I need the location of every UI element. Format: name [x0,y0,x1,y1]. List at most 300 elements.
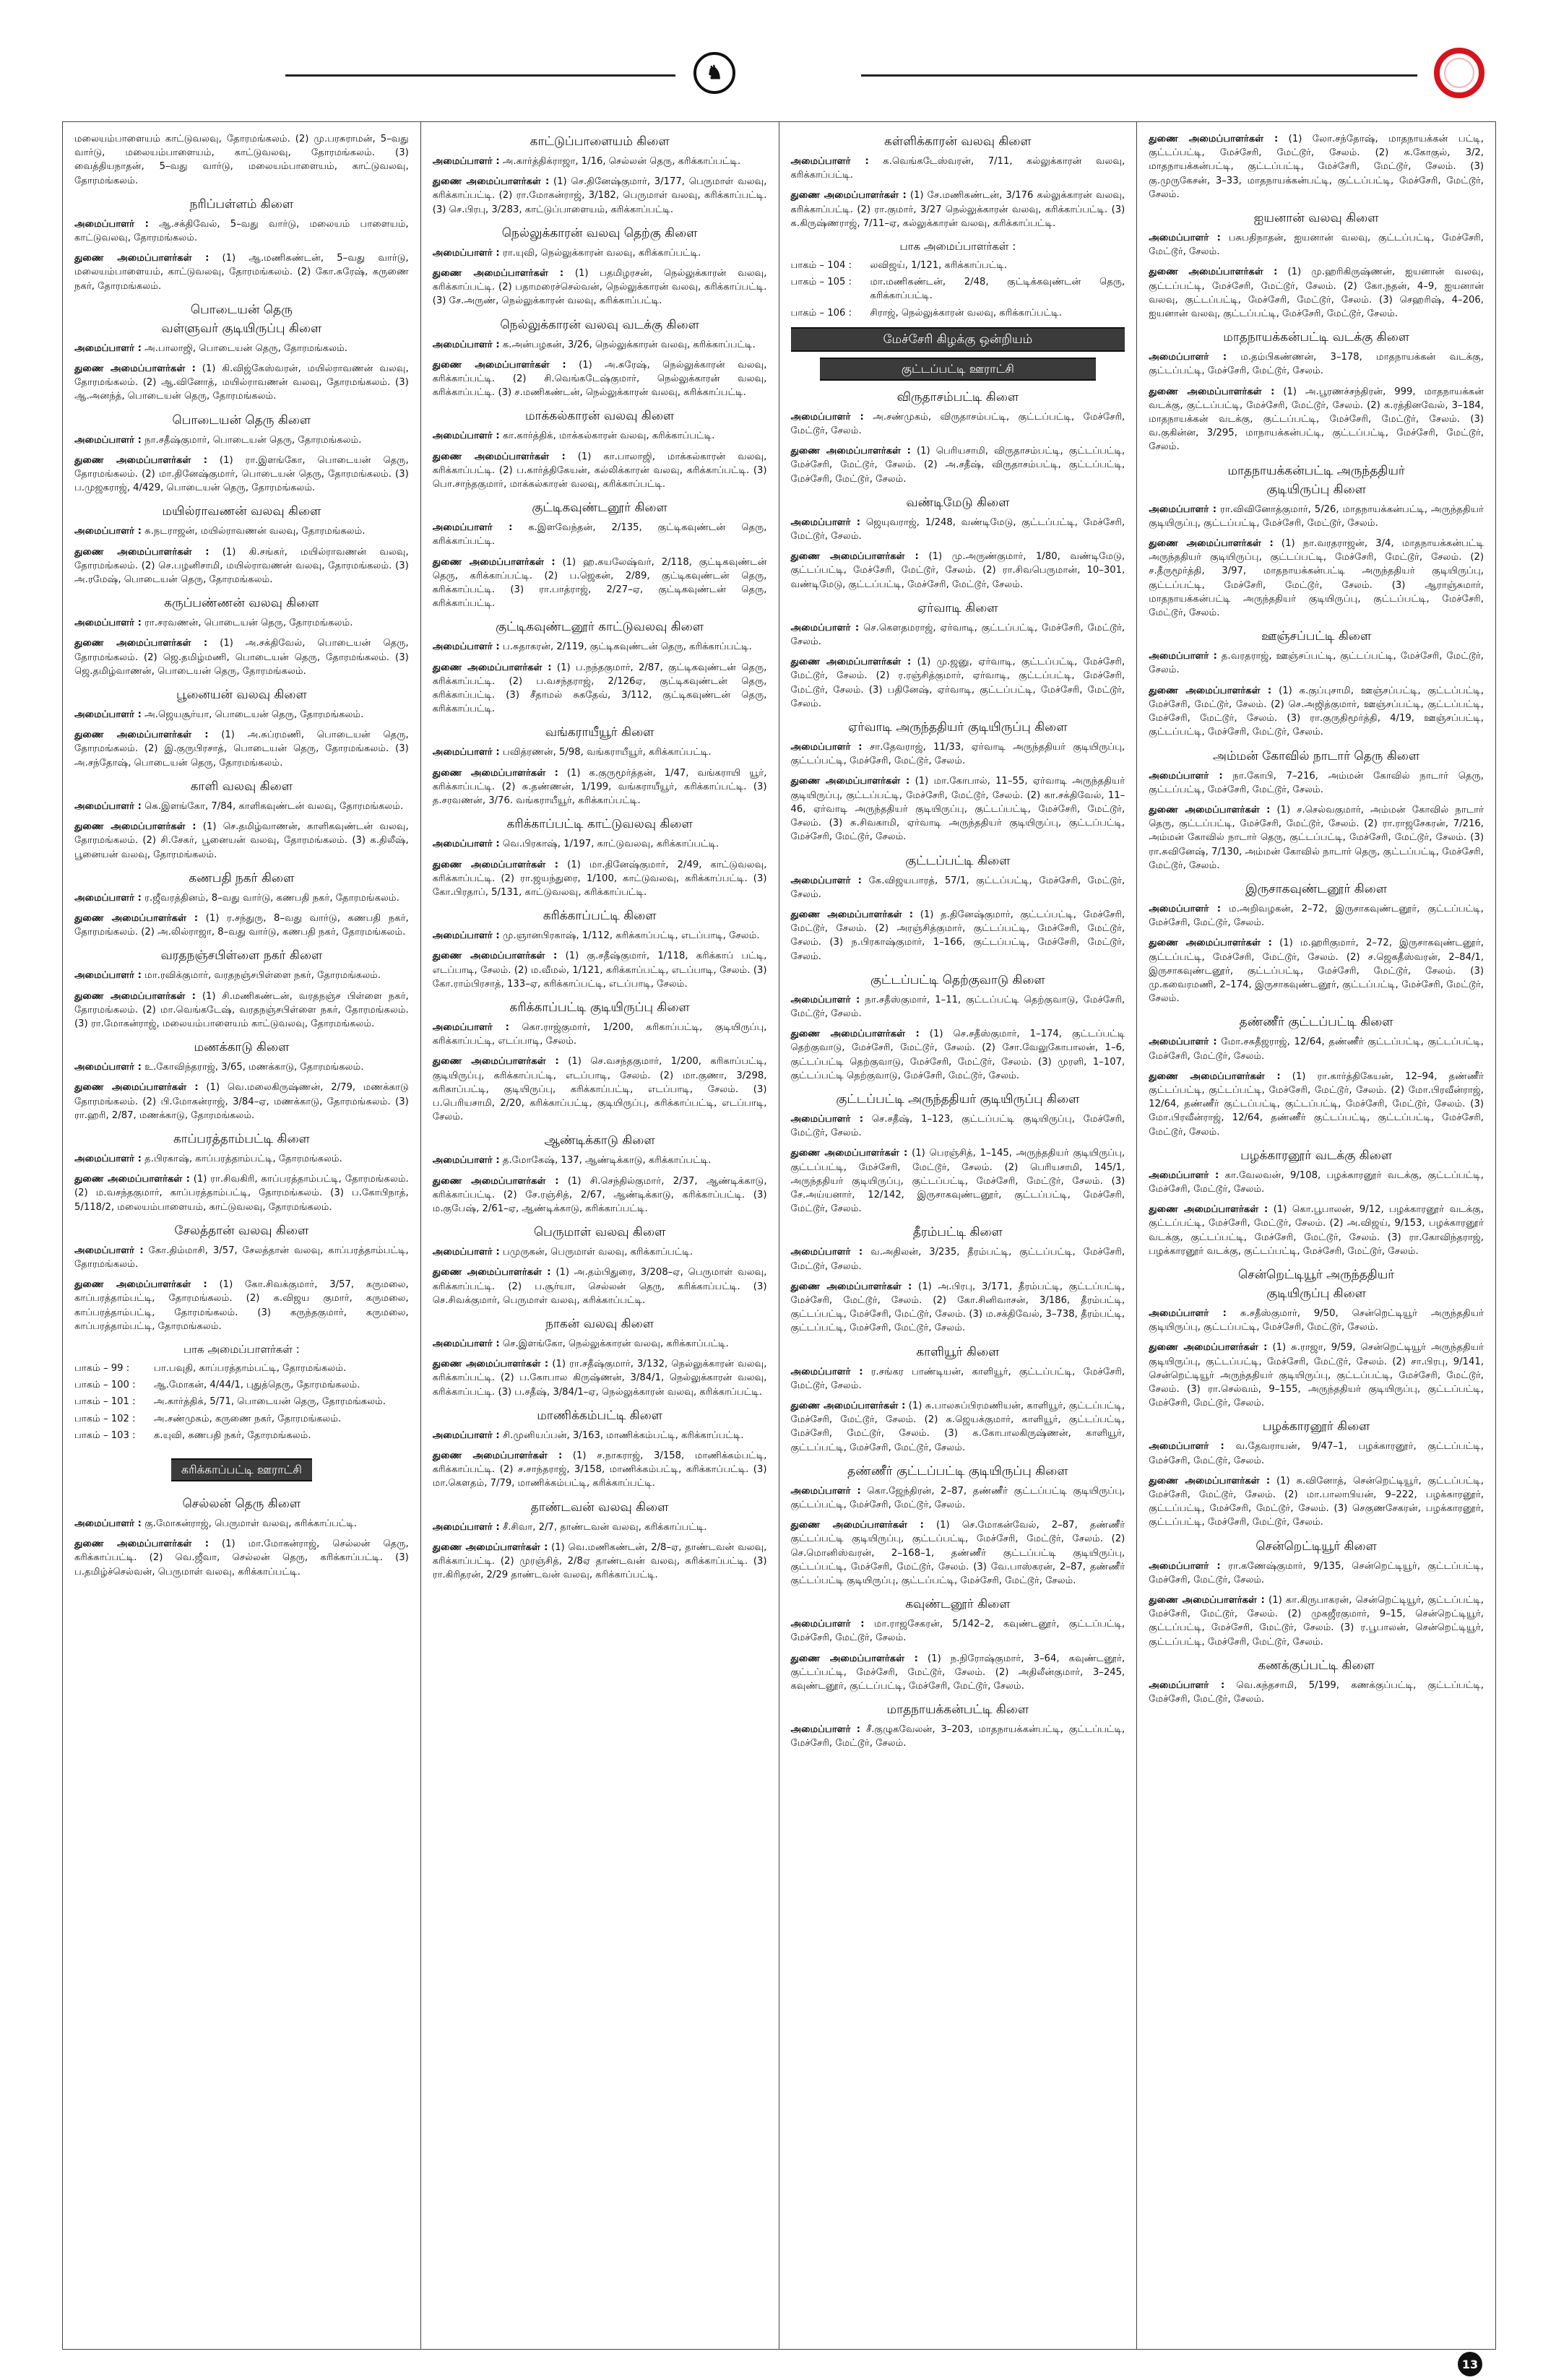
deputy-line [1149,537,1484,620]
column-2 [421,122,779,2349]
organizer-line [1149,1559,1484,1587]
deputy-label: துணை அமைப்பாளர்கள் : [74,638,208,649]
deputy-value: (1) சு.வினோத், சென்றெட்டியூர், குட்டப்பட்டி, மேச்சேரி, மேட்டூர், சேலம். (2) மா.பாலாபியன், 9–222, பழக்காரனூர், குட்டப்பட்டி, மேச்சேரி, மேட்டூர், சேலம். (3) செகுணசேகரன், பழக்காரனூர், குட்டப்பட்டி, மேச்சேரி, மேட்டூர், சேலம். [1149,1475,1484,1528]
organizer-line [1149,1440,1484,1467]
part-organizers-heading: பாக அமைப்பாளர்கள் : [183,1342,300,1356]
organizer-value: மு.ஞானபிரகாஷ், 1/112, கரிக்காப்பட்டி, எடப்பாடி, சேலம். [502,930,760,942]
branch-title: ஆண்டிக்காடு கிளை [544,1133,655,1148]
organizer-label: அமைப்பாளர் : [790,411,864,423]
deputy-value: (1) மா.தினேஷ்குமார், 2/49, காட்டுவலவு, கரிக்காப்பட்டி. (2) ரா.ஜயந்துரை, 1/100, காட்டுவலவு, கரிக்காப்பட்டி. (3) கோ.பிரதாப், 5/131, காட்டுவலவு, கரிக்காப்பட்டி. [432,859,767,898]
deputy-line [791,444,1125,486]
deputy-value: (1) வெ.மணிகண்டன், 2/8–ஏ, தாண்டவன் வலவு, கரிக்காப்பட்டி. (2) முரஞ்சித், 2/8ஏ தாண்டவன் வலவு, கரிக்காப்பட்டி. (3) ரா.கிரிதரன், 2/29 தாண்டவன் வலவு, கரிக்காப்பட்டி. [432,1541,767,1581]
organizer-label: அமைப்பாளர் : [74,970,142,982]
organizer-label: அமைப்பாளர் : [74,892,142,904]
organizer-value: அ.கார்த்திக்ராஜா, 1/16, செல்லன் தெரு, கரிக்காப்பட்டி. [502,156,741,167]
branch-title: கரிக்காப்பட்டி கிளை [543,909,657,924]
deputy-line [791,1146,1125,1216]
branch-title: பழக்காரனூர் கிளை [1262,1419,1370,1435]
part-organizers [791,237,1125,320]
organizer-label: அமைப்பாளர் : [432,1155,500,1167]
deputy-line [1149,132,1484,202]
organizer-value: த.வரதராஜ், ஊஞ்சப்பட்டி, குட்டப்பட்டி, மேச்சேரி, மேட்டூர், சேலம். [1149,651,1484,676]
deputy-line [74,636,409,678]
deputy-value: (1) செ.மோகன்வேல், 2–87, தண்ணீர் குட்டப்பட்டி குடியிருப்பு, குட்டப்பட்டி, மேச்சேரி, மேட்டூர், சேலம். (2) செ.மொனிஸ்வரன், 2–168–1, தண்ணீர் குட்டப்பட்டி குடியிருப்பு, குட்டப்பட்டி, மேச்சேரி, மேட்டூர், சேலம். (3) வே.பாஸ்கரன், 2–87, தண்ணீர் குட்டப்பட்டி குடியிருப்பு, குட்டப்பட்டி, மேச்சேரி, மேட்டூர், சேலம். [790,1520,1125,1587]
part-key: பாகம் – 102 : [74,1413,136,1424]
deputy-value: (1) கு.சதீஷ்குமார், 1/118, கரிக்காப் பட்டி, எடப்பாடி, சேலம். (2) ம.வீமல், 1/121, கரிக்காப்பட்டி, எடப்பாடி, சேலம். (3) கோ.ராம்பிரசாத், 133–ஏ, கரிக்காப்பட்டி, எடப்பாடி, சேலம். [432,951,767,990]
organizer-value: ஆ.சக்திவேல், 5–வது வார்டு, மலையம் பாளையம், காட்டுவலவு, தோரமங்கலம். [74,218,409,244]
organizer-label: அமைப்பாளர் : [432,839,500,850]
deputy-line [1149,385,1484,454]
branch-title: கணக்குப்பட்டி கிளை [1258,1658,1375,1673]
deputy-line [433,1541,767,1583]
deputy-value: (1) சி.மணிகண்டன், வரதநஞ்ச பிள்ளை நகர், தோரமங்கலம். (2) மா.வெங்கடேஷ், வரதநஞ்சபிள்ளை நகர், தோரமங்கலம். (3) ரா.மோகன்ராஜ், மலையம்பாளையம் காட்டுவலவு, தோரமங்கலம். [74,990,409,1029]
deputy-value: (1) மா.மோகன்ராஜ், செல்லன் தெரு, கரிக்காப்பட்டி. (2) வெ.ஜீவா, செல்லன் தெரு, கரிக்காப்பட்டி. (3) ப.தமிழ்ச்செல்வன், பெருமாள் வலவு, கரிக்காப்பட்டி. [74,1539,409,1578]
organizer-label: அமைப்பாளர் : [432,1429,500,1441]
organizer-line [791,1723,1125,1750]
branch-title: நெல்லுக்காரன் வலவு வடக்கு கிளை [500,317,699,332]
organizer-line [791,1245,1125,1273]
deputy-value: (1) சு.பாலசுப்பிரமணியன், காளியூர், குட்டப்பட்டி, மேச்சேரி, மேட்டூர், சேலம். (2) க.ஜெயக்குமார், காளியூர், குட்டப்பட்டி, மேச்சேரி, மேட்டூர், சேலம். (3) க.கோபாலகிருஷ்ணன், காளியூர், குட்டப்பட்டி, மேச்சேரி, மேட்டூர், சேலம். [790,1400,1125,1453]
branch-title: சென்றெட்டியூர் கிளை [1255,1539,1377,1554]
party-emblem-icon: ♞ [693,52,735,94]
branch-title-line2: குடியிருப்பு கிளை [1266,1286,1367,1301]
organizer-value: நா.சதீஷ்குமார், பொடையன் தெரு, தோரமங்கலம். [144,434,362,446]
deputy-label: துணை அமைப்பாளர்கள் : [790,1520,924,1531]
organizer-line [1149,769,1484,797]
organizer-value: ப.சுதாகரன், 2/119, குட்டிகவுண்டன் தெரு, கரிக்காப்பட்டி. [502,641,752,653]
deputy-value: (1) கா.கிருபாகரன், சென்றெட்டியூர், குட்டப்பட்டி, மேச்சேரி, மேட்டூர், சேலம். (2) முகஜீரகுமார், 9–15, சென்றெட்டியூர், குட்டப்பட்டி, மேச்சேரி, மேட்டூர், சேலம். (3) ர.பூபாலன், சென்றெட்டியூர், குட்டப்பட்டி, மேச்சேரி, மேட்டூர், சேலம். [1149,1595,1484,1648]
organizer-label: அமைப்பாளர் : [790,156,869,167]
union-banner: குட்டப்பட்டி ஊராட்சி [820,358,1097,381]
organizer-label: அமைப்பாளர் : [432,247,500,259]
organizer-label: அமைப்பாளர் : [790,516,861,528]
deputy-label: துணை அமைப்பாளர்கள் : [74,730,209,741]
deputy-line [74,1537,409,1579]
organizer-label: அமைப்பாளர் : [1149,1169,1219,1181]
organizer-label: அமைப்பாளர் : [790,1247,863,1258]
deputy-value: (1) நா.வரதராஜன், 3/4, மாதநாயக்கன்பட்டி அருந்ததியர் குடியிருப்பு, குட்டப்பட்டி, மேச்சேரி, மேட்டூர், சேலம். (2) ச.தீருமூர்த்தி, 3/97, மாதநாயக்கன்பட்டி அருந்ததியர் குடியிருப்பு, குட்டப்பட்டி, மேச்சேரி, மேட்டூர், சேலம். (3) ஆராஞ்சுமார், மாதநாயக்கன்பட்டி அருந்ததியர் குடியிருப்பு, குட்டப்பட்டி, மேச்சேரி, மேட்டூர், சேலம். [1149,538,1484,619]
deputy-line [74,820,409,862]
deputy-value: (1) கோ.சிவக்குமார், 3/57, கருமலை, காப்பரத்தாம்பட்டி, தோரமங்கலம். (2) க.விஜய குமார், கருமலை, காப்பரத்தாம்பட்டி, தோரமங்கலம். (3) கருந்தகுமார், கருமலை, காப்பரத்தாம்பட்டி, தோரமங்கலம். [74,1279,409,1332]
part-row [74,1429,409,1442]
branch-title [74,300,409,338]
deputy-line [433,1055,767,1124]
organizer-value: அ.சண்முகம், விருதாசம்பட்டி, குட்டப்பட்டி, மேச்சேரி, மேட்டூர், சேலம். [790,411,1125,437]
deputy-label: துணை அமைப்பாளர்கள் : [432,451,566,462]
branch-title: பழக்காரனூர் வடக்கு கிளை [1240,1148,1393,1163]
deputy-line [433,1265,767,1307]
deputy-label: துணை அமைப்பாளர்கள் : [74,546,209,558]
organizer-line [433,1021,767,1048]
organizer-label: அமைப்பாளர் : [790,1366,863,1377]
branch-title: கருப்பண்ணன் வலவு கிளை [164,596,319,611]
organizer-value: சி.முனியப்பன், 3/163, மாணிக்கம்பட்டி, கரிக்காப்பட்டி. [502,1429,744,1441]
organizer-value: ஜெயுவராஜ், 1/248, வண்டிமேடு, குட்டப்பட்டி, மேச்சேரி, மேட்டூர், சேலம். [790,516,1125,542]
part-organizers [74,1340,409,1442]
organizer-label: அமைப்பாளர் : [74,1518,142,1529]
deputy-value: (1) அ.பூரணச்சந்திரன், 999, மாதநாயக்கன் வடக்கு, குட்டப்பட்டி, மேச்சேரி, மேட்டூர், சேலம். (2) க.ரத்தினவேல், 3–184, மாதநாயக்கன் வடக்கு, குட்டப்பட்டி, மேச்சேரி, மேட்டூர், சேலம். (3) வ.குகின்ன, 3/295, மாநாயக்கன்பட்டி, குட்டப்பட்டி, மேச்சேரி, மேட்டூர், சேலம். [1149,386,1484,453]
organizer-value: மோ.சசுதீஜராஜ், 12/64, தண்ணீர் குட்டப்பட்டி, குட்டப்பட்டி, மேச்சேரி, மேட்டூர், சேலம். [1149,1037,1484,1062]
branch-title: கரிக்காப்பட்டி காட்டுவலவு கிளை [506,817,693,832]
organizer-line [433,429,767,443]
deputy-line [433,661,767,717]
deputy-value: (1) சி.செந்தில்குமார், 2/37, ஆண்டிக்காடு, கரிக்காப்பட்டி. (2) சே.ரஞ்சித், 2/67, ஆண்டிக்காடு, கரிக்காப்பட்டி. (3) ம.குபேஷ், 2/61–ஏ, ஆண்டிக்காடு, கரிக்காப்பட்டி. [432,1175,767,1214]
deputy-label: துணை அமைப்பாளர்கள் : [790,190,907,202]
organizer-value: சு.சதீஸ்குமார், 9/50, சென்றெட்டியூர் அருந்ததியர் குடியிருப்பு, குட்டப்பட்டி, மேச்சேரி, மேட்டூர், சேலம். [1149,1307,1484,1333]
deputy-line [74,1172,409,1214]
organizer-line [74,800,409,813]
deputy-value: (1) அ.சக்திவேல், பொடையன் தெரு, தோரமங்கலம். (2) ஜெ.தமிழ்மணி, பொடையன் தெரு, தோரமங்கலம். (3) ஜெ.தமிழ்வாணன், பொடையன் தெரு, தோரமங்கலம். [74,638,409,677]
deputy-label: துணை அமைப்பாளர்கள் : [74,990,196,1002]
deputy-line [433,358,767,400]
part-row [791,259,1125,272]
part-row [74,1412,409,1426]
deputy-value: (1) ஹ.கயலேஷ்வர், 2/118, குட்டிகவுண்டன் தெரு, கரிக்காப்பட்டி. (2) ப.ஜெகன், 2/89, குட்டிகவுண்டன் தெரு, கரிக்காப்பட்டி. (3) ரா.பாத்ராஜ், 2/27–ஏ, குட்டிகவுண்டன் தெரு, கரிக்காப்பட்டி. [432,556,767,610]
organizer-line [791,1112,1125,1140]
deputy-label: துணை அமைப்பாளர்கள் : [790,551,919,563]
deputy-label: துணை அமைப்பாளர்கள் : [1149,1595,1265,1606]
organizer-label: அமைப்பாளர் : [790,1619,865,1630]
organizer-label: அமைப்பாளர் : [74,1245,144,1256]
branch-title: தீரம்பட்டி கிளை [912,1225,1003,1240]
organizer-line [74,1244,409,1271]
organizer-label: அமைப்பாளர் : [74,1062,142,1073]
deputy-value: (1) கொ.பூபாலன், 9/12, பழக்காரனூர் வடக்கு, குட்டப்பட்டி, மேச்சேரி, மேட்டூர், சேலம். (2) அ.விஜய், 9/153, பழக்காரனூர் வடக்கு, குட்டப்பட்டி, மேச்சேரி, மேட்டூர், சேலம். (3) ரா.கோவிந்தராஜ், பழக்காரனூர் வடக்கு, குட்டப்பட்டி, மேச்சேரி, மேட்டூர், சேலம். [1149,1204,1484,1257]
organizer-value: ரா.யுவி, நெல்லுக்காரன் வலவு, கரிக்காப்பட்டி. [502,247,701,259]
organizer-label: அமைப்பாளர் : [74,800,142,812]
deputy-label: துணை அமைப்பாளர்கள் : [74,1539,209,1550]
organizer-value: க.வெங்கடேஸ்வரன், 7/11, கல்லுக்காரன் வலவு, கரிக்காப்பட்டி. [790,156,1125,181]
organizer-line [74,524,409,538]
branch-title: விருதாசம்பட்டி கிளை [896,389,1019,404]
organizer-line [1149,503,1484,530]
deputy-label: துணை அமைப்பாளர்கள் : [1149,1070,1281,1082]
deputy-label: துணை அமைப்பாளர்கள் : [1149,938,1272,949]
organizer-value: அ.ஜெயசூர்யா, பொடையன் தெரு, தோரமங்கலம். [144,709,364,721]
organizer-line [1149,1035,1484,1063]
deputy-label: துணை அமைப்பாளர்கள் : [790,909,914,920]
organizer-line [791,621,1125,649]
organizer-line [791,155,1125,182]
deputy-line [1149,936,1484,1005]
organizer-value: ர.ஜீவரத்தினம், 8–வது வார்டு, கணபதி நகர், தோரமங்கலம். [144,892,399,904]
organizer-label: அமைப்பாளர் : [1149,1679,1225,1691]
organizer-label: அமைப்பாளர் : [432,1338,500,1349]
organizer-value: செ.சதீஷ், 1–123, குட்டப்பட்டி குடியிருப்பு, மேச்சேரி, மேட்டூர், சேலம். [790,1113,1125,1139]
branch-title: மாணிக்கம்பட்டி கிளை [537,1408,662,1423]
deputy-label: துணை அமைப்பாளர்கள் : [432,556,556,568]
branch-title: கள்ளிக்காரன் வலவு கிளை [884,134,1032,149]
organizer-line [433,837,767,851]
part-value: சிராஜ், நெல்லுக்காரன் வலவு, கரிக்காப்பட்டி. [870,307,1062,319]
deputy-line [1149,1070,1484,1139]
branch-title: தாண்டவன் வலவு கிளை [530,1500,669,1515]
deputy-line [433,858,767,900]
deputy-value: (1) மு.ஜனு, ஏர்வாடி, குட்டப்பட்டி, மேச்சேரி, மேட்டூர், சேலம். (2) ர.ரஞ்சித்குமார், ஏர்வாடி, குட்டப்பட்டி, மேச்சேரி, மேட்டூர், சேலம். (3) பதினேஷ், ஏர்வாடி, குட்டப்பட்டி, மேச்சேரி, மேட்டூர், சேலம். [790,657,1125,709]
organizer-value: கொ.ராஜ்குமார், 1/200, கரிகாப்பட்டி, குடியிருப்பு, கரிக்காப்பட்டி, எடப்பாடி, சேலம். [432,1021,767,1047]
deputy-value: (1) அ.சுப்ரமணி, பொடையன் தெரு, தோரமங்கலம். (2) இ.குருபிரசாத், பொடையன் தெரு, தோரமங்கலம். (3) அ.சந்தோஷ், பொடையன் தெரு, தோரமங்கலம். [74,730,409,769]
deputy-label: துணை அமைப்பாளர்கள் : [1149,386,1275,397]
organizer-line [791,1484,1125,1512]
organizer-value: க.இளவேந்தன், 2/135, குட்டிகவுண்டன் தெரு, கரிக்காப்பட்டி. [432,522,767,548]
deputy-label: துணை அமைப்பாளர்கள் : [432,1175,559,1187]
deputy-label: துணை அமைப்பாளர்கள் : [74,454,207,466]
part-value: லவிஜய், 1/121, கரிக்காப்பட்டி. [870,260,1008,272]
organizer-label: அமைப்பாளர் : [432,1021,509,1033]
organizer-value: கொ.ஜேந்திரன், 2–87, தண்ணீர் குட்டப்பட்டி குடியிருப்பு, குட்டப்பட்டி, மேச்சேரி, மேட்டூர், சேலம். [790,1485,1125,1510]
branch-title: இருசாகவுண்டனூர் கிளை [1245,881,1388,896]
organizer-value: பசுபதிநாதன், ஐயனான் வலவு, குட்டப்பட்டி, மேச்சேரி, மேட்டூர், சேலம். [1149,233,1484,258]
column-3 [779,122,1138,2349]
organizer-value: ரா.கணேஷ்குமார், 9/135, சென்றெட்டியூர், குட்டப்பட்டி, மேச்சேரி, மேட்டூர், சேலம். [1149,1560,1484,1585]
organizer-line [791,874,1125,901]
deputy-value: (1) த.தினேஷ்குமார், குட்டப்பட்டி, மேச்சேரி, மேட்டூர், சேலம். (2) அரஞ்சித்குமார், குட்டப்பட்டி, மேச்சேரி, மேட்டூர், சேலம். (3) ந.பிரகாஷ்குமார், 1–166, குட்டப்பட்டி, மேச்சேரி, மேட்டூர், சேலம். [790,909,1125,962]
organizer-value: கே.விஜயபாரத், 57/1, குட்டப்பட்டி, மேச்சேரி, மேட்டூர், சேலம். [790,875,1125,900]
organizer-label: அமைப்பாளர் : [74,709,142,721]
part-row [74,1378,409,1392]
deputy-label: துணை அமைப்பாளர்கள் : [74,821,196,833]
deputy-value: (1) மு.ஹரிகிருஷ்ணன், ஐயனான் வலவு, குட்டப்பட்டி, மேச்சேரி, மேட்டூர், சேலம். (2) கோ.நதன், 4–9, ஐயனான் வலவு, குட்டப்பட்டி, மேச்சேரி, மேட்டூர், சேலம். (3) செஹரிஷ், 4–206, ஐயனான் வலவு, குட்டப்பட்டி, மேச்சேரி, மேட்டூர், சேலம். [1149,267,1484,320]
organizer-value: நா.சதீஸ்குமார், 1–11, குட்டப்பட்டி தெற்குவாடு, மேச்சேரி, மேட்டூர், சேலம். [790,994,1125,1019]
part-row [74,1362,409,1375]
deputy-value: (1) லோ.சந்தோஷ், மாதநாயக்கன் பட்டி, குட்டப்பட்டி, மேச்சேரி, மேட்டூர், சேலம். (2) க.கோகுல், 3/2, மாதநாயக்கன்பட்டி, குட்டப்பட்டி, மேச்சேரி, மேட்டூர், சேலம். (3) கு.முருகேசன், 3–33, மாதநாயக்கன்பட்டி, குட்டப்பட்டி, மேச்சேரி, மேட்டூர், சேலம். [1149,134,1484,200]
organizer-label: அமைப்பாளர் : [432,430,500,442]
deputy-value: (1) செ.தமிழ்வாணன், காளிகவுண்டன் வலவு, தோரமங்கலம். (2) சி.சேகர், பூனையன் வலவு, தோரமங்கலம். (3) க.திலீஷ், பூனையன் வலவு, தோரமங்கலம். [74,821,409,860]
deputy-value: (1) ரா.இளங்கோ, பொடையன் தெரு, தோரமங்கலம். (2) மா.தினேஷ்குமார், பொடையன் தெரு, தோரமங்கலம். (3) ப.முஜகராஜ், 4/429, பொடையன் தெரு, தோரமங்கலம். [74,454,409,494]
organizer-value: கோ.திம்மாசி, 3/57, சேலத்தான் வலவு, காப்பரத்தாம்பட்டி, தோரமங்கலம். [74,1245,409,1270]
deputy-line [74,545,409,587]
organizer-line [433,929,767,943]
deputy-line [791,1027,1125,1083]
organizer-value: பமுருகன், பெருமாள் வலவு, கரிக்காப்பட்டி. [502,1247,693,1258]
deputy-line [74,912,409,939]
branch-title: நரிப்பள்ளம் கிளை [189,196,294,212]
deputy-line [74,251,409,293]
deputy-value: (1) ரா.கார்த்திகேயன், 12–94, தண்ணீர் குட்டப்பட்டி, குட்டப்பட்டி, மேச்சேரி, மேட்டூர், சேலம். (2) மோ.பிரவீன்ராஜ், 12/64, தண்ணீர் குட்டப்பட்டி, குட்டப்பட்டி, மேச்சேரி, மேட்டூர், சேலம். (3) மோ.பிரவீன்ராஜ், 12/64, தண்ணீர் குட்டப்பட்டி, குட்டப்பட்டி, மேச்சேரி, மேட்டூர், சேலம். [1149,1070,1484,1138]
deputy-label: துணை அமைப்பாளர்கள் : [790,1400,906,1411]
organizer-label: அமைப்பாளர் : [1149,1307,1227,1319]
branch-title: தண்ணீர் குட்டப்பட்டி குடியிருப்பு கிளை [847,1463,1068,1479]
organizer-label: அமைப்பாளர் : [74,342,142,354]
deputy-label: துணை அமைப்பாளர்கள் : [790,1653,918,1664]
organizer-line [1149,1169,1484,1196]
deputy-line [74,990,409,1031]
deputy-label: துணை அமைப்பாளர்கள் : [790,776,910,787]
branch-title: காளியூர் கிளை [916,1344,1000,1359]
part-row [791,306,1125,320]
deputy-value: (1) ச.செல்வகுமார், அம்மன் கோவில் நாடார் தெரு, குட்டப்பட்டி, மேச்சேரி, மேட்டூர், சேலம். (2) ரா.ராஜசேகரன், 7/216, அம்மன் கோவில் நாடார் தெரு, குட்டப்பட்டி, மேச்சேரி, மேட்டூர், சேலம். (3) ரா.சுவினேஷ், 7/130, அம்மன் கோவில் நாடார் தெரு, குட்டப்பட்டி, மேச்சேரி, மேட்டூர், சேலம். [1149,804,1484,871]
branch-title: ஐயனான் வலவு கிளை [1253,211,1379,226]
deputy-value: (1) மா.கோபால், 11–55, ஏர்வாடி அருந்ததியர் குடியிருப்பு, குட்டப்பட்டி, மேச்சேரி, மேட்டூர், சேலம். (2) கா.சக்திவேல், 11–46, ஏர்வாடி அருந்ததியர் குடியிருப்பு, குட்டப்பட்டி, மேச்சேரி, மேட்டூர், சேலம். (3) சு.சிவகாமி, ஏர்வாடி அருந்ததியர் குடியிருப்பு, குட்டப்பட்டி, மேச்சேரி, மேட்டூர், சேலம். [790,776,1125,843]
branch-title: குட்டப்பட்டி அருந்ததியர் குடியிருப்பு கிளை [836,1091,1080,1107]
deputy-value: (1) செ.சதீஸ்குமார், 1–174, குட்டப்பட்டி தெற்குவாடு, மேச்சேரி, மேட்டூர், சேலம். (2) சோ.வேலுகோபாலன், 1–6, குட்டப்பட்டி தெற்குவாடு, மேச்சேரி, மேட்டூர், சேலம். (3) முரளி, 1–107, குட்டப்பட்டி தெற்குவாடு, மேச்சேரி, மேட்டூர், சேலம். [790,1029,1125,1081]
organizer-line [433,1245,767,1259]
organizer-line [433,1154,767,1167]
organizer-value: செ.கௌதமராஜ், ஏர்வாடி, குட்டப்பட்டி, மேச்சேரி, மேட்டூர், சேலம். [790,622,1125,648]
deputy-label: துணை அமைப்பாளர்கள் : [1149,538,1274,550]
organizer-label: அமைப்பாளர் : [432,930,500,942]
organizer-label: அமைப்பாளர் : [790,994,860,1005]
deputy-line [791,1280,1125,1336]
deputy-label: துணை அமைப்பாளர்கள் : [432,176,550,188]
branch-title: வண்டிமேடு கிளை [906,495,1010,510]
deputy-line [433,1174,767,1216]
branch-title: கவுண்டனூர் கிளை [905,1597,1011,1612]
union-district-banner: மேச்சேரி கிழக்கு ஒன்றியம் [791,327,1125,352]
branch-title-line2: வள்ளுவர் குடியிருப்பு கிளை [161,321,322,336]
branch-title: குட்டிகவுண்டனூர் காட்டுவலவு கிளை [496,620,704,635]
deputy-value: (1) செ.தினேஷ்குமார், 3/177, பெருமாள் வலவு, கரிக்காப்பட்டி. (2) ரா.மோகன்ராஜ், 3/182, பெருமாள் வலவு, கரிக்காப்பட்டி. (3) செ.பிரபு, 3/283, காட்டுப்பாளையம், கரிக்காப்பட்டி. [432,176,767,215]
organizer-label: அமைப்பாளர் : [1149,352,1227,363]
deputy-value: (1) க.குப்புசாமி, ஊஞ்சப்பட்டி, குட்டப்பட்டி, மேச்சேரி, மேட்டூர், சேலம். (2) செ.அஜித்குமார், ஊஞ்சப்பட்டி, குட்டப்பட்டி, மேச்சேரி, மேட்டூர், சேலம். (3) ரா.குருதிமூர்த்தி, 4/19, ஊஞ்சப்பட்டி, குட்டப்பட்டி, மேச்சேரி, மேட்டூர், சேலம். [1149,685,1484,738]
organizer-value: ம.அறிவழகன், 2–72, இருசாகவுண்டனூர், குட்டப்பட்டி, மேச்சேரி, மேட்டூர், சேலம். [1149,903,1484,929]
deputy-line [74,1081,409,1122]
part-value: அ.சண்முகம், கருணை நகர், தோரமங்கலம். [154,1413,342,1424]
organizer-line [1149,649,1484,677]
deputy-line [791,550,1125,592]
organizer-value: செ.இளங்கோ, நெல்லுக்காரன் வலவு, கரிக்காப்பட்டி. [502,1338,729,1349]
organizer-value: உ.கோவிந்தராஜ், 3/65, மணக்காடு, தோரமங்கலம். [144,1062,364,1073]
deputy-label: துணை அமைப்பாளர்கள் : [74,912,199,924]
organizer-value: கா.வேலவன், 9/108, பழக்காரனூர் வடக்கு, குட்டப்பட்டி, மேச்சேரி, மேட்டூர், சேலம். [1149,1169,1484,1195]
deputy-value: (1) கி.விஜ்கேஸ்வரன், மயில்ராவணன் வலவு, தோரமங்கலம். (2) ஆ.வினோத், மயில்ராவணன் வலவு, தோரமங்கலம். (3) ஆ.அனந்த், பொடையன் தெரு, தோரமங்கலம். [74,363,409,402]
deputy-line [433,766,767,808]
organizer-label: அமைப்பாளர் : [1149,1560,1221,1572]
deputy-value: (1) கா.பாலாஜி, மாக்கல்காரன் வலவு, கரிக்காப்பட்டி. (2) ப.கார்த்திகேயன், கல்லிக்காரன் வலவு, கரிக்காப்பட்டி. (3) பொ.சாந்தகுமார், மாக்கல்காரன் வலவு, கரிக்காப்பட்டி. [432,451,767,490]
deputy-value: (1) ப.நந்தகுமார், 2/87, குட்டிகவுண்டன் தெரு, கரிக்காப்பட்டி. (2) ப.வசந்தராஜ், 2/126ஏ, குட்டிகவுண்டன் தெரு, கரிக்காப்பட்டி. (3) சீதாமல் சுகதேவ், 3/112, குட்டிகவுண்டன் தெரு, கரிக்காப்பட்டி. [432,662,767,715]
branch-title: அம்மன் கோவில் நாடார் தெரு கிளை [1213,748,1420,763]
deputy-label: துணை அமைப்பாளர்கள் : [432,767,558,779]
organizer-value: மா.ரவிக்குமார், வரதநஞ்சபிள்ளை நகர், தோரமங்கலம். [144,970,381,982]
part-key: பாகம் – 105 : [790,277,852,288]
deputy-value: (1) ச.நாகராஜ், 3/158, மாணிக்கம்பட்டி, கரிக்காப்பட்டி. (2) ச.சாந்தராஜ், 3/158, மாணிக்கம்பட்டி, கரிக்காப்பட்டி. (3) மா.கௌதம், 7/79, மாணிக்கம்பட்டி, கரிக்காப்பட்டி. [432,1450,767,1489]
deputy-label: துணை அமைப்பாளர்கள் : [790,1029,920,1040]
red-ring-logo-icon [1434,48,1484,98]
branch-title-line2: குடியிருப்பு கிளை [1266,482,1367,497]
deputy-label: துணை அமைப்பாளர்கள் : [1149,1342,1268,1354]
branch-title: கணபதி நகர் கிளை [189,870,295,886]
organizer-value: த.பிரகாஷ், காப்பரத்தாம்பட்டி, தோரமங்கலம். [144,1153,342,1164]
branch-title: மாதநாயக்கன்பட்டி கிளை [886,1702,1029,1718]
organizer-label: அமைப்பாளர் : [432,1247,500,1258]
deputy-label: துணை அமைப்பாளர்கள் : [74,1174,190,1185]
organizer-value: வ.அதிலன், 3/235, தீரம்பட்டி, குட்டப்பட்டி, மேச்சேரி, மேட்டூர், சேலம். [790,1247,1125,1272]
deputy-label: துணை அமைப்பாளர்கள் : [74,1082,199,1094]
organizer-line [1149,902,1484,930]
organizer-label: அமைப்பாளர் : [432,641,500,653]
organizer-value: சீ.சிவா, 2/7, தாண்டவன் வலவு, கரிக்காப்பட்டி. [502,1521,707,1533]
organizer-value: கு.மோகன்ராஜ், பெருமாள் வலவு, கரிக்காப்பட்டி. [144,1518,358,1529]
branch-title: பெருமாள் வலவு கிளை [533,1225,666,1240]
deputy-value: (1) க.குருமூர்த்தன், 1/47, வங்கராயி யூர், கரிக்காப்பட்டி. (2) சு.தண்ணன், 1/199, வங்கராயீயூர், கரிக்காப்பட்டி. (3) த.சரவணன், 3/76. வங்கராயீயூர், கரிக்காப்பட்டி. [432,767,767,807]
page-number: 13 [1458,2352,1482,2376]
deputy-line [791,655,1125,711]
deputy-line [433,555,767,611]
organizer-line [74,708,409,722]
deputy-label: துணை அமைப்பாளர்கள் : [432,268,564,280]
organizer-label: அமைப்பாளர் : [74,434,142,446]
organizer-line [791,516,1125,543]
branch-title: மயில்ராவணன் வலவு கிளை [162,504,321,519]
part-value: அ.கார்த்திக், 5/71, பொடையன் தெரு, தோரமங்கலம். [154,1396,386,1408]
organizer-value: கா.கார்த்திக், மாக்கல்காரன் வலவு, கரிக்காப்பட்டி. [502,430,715,442]
deputy-line [74,454,409,496]
organizer-label: அமைப்பாளர் : [1149,1037,1217,1048]
organizer-label: அமைப்பாளர் : [790,1113,863,1125]
branch-title-line1: பொடையன் தெரு [190,302,293,317]
branch-title: ஊஞ்சப்பட்டி கிளை [1261,629,1372,644]
organizer-line [791,993,1125,1021]
deputy-line [1149,1474,1484,1530]
deputy-line [74,362,409,404]
organizer-label: அமைப்பாளர் : [1149,233,1221,244]
part-key: பாகம் – 103 : [74,1429,136,1441]
branch-title [1149,1265,1484,1303]
organizer-value: ர.சங்கர பாண்டியன், காளியூர், குட்டப்பட்டி, மேச்சேரி, மேட்டூர், சேலம். [790,1366,1125,1391]
organizer-line [791,410,1125,438]
deputy-label: துணை அமைப்பாளர்கள் : [790,657,912,668]
deputy-label: துணை அமைப்பாளர்கள் : [74,1279,207,1291]
organizer-line [433,246,767,260]
organizer-line [1149,1307,1484,1334]
deputy-line [791,1652,1125,1694]
organizer-value: சு.நடராஜன், மயில்ராவணன் வலவு, தோரமங்கலம். [144,526,366,537]
branch-title: மாக்கல்காரன் வலவு கிளை [524,409,675,424]
deputy-value: (1) சே.மணிகண்டன், 3/176 கல்லுக்காரன் வலவு, கரிக்காப்பட்டி. (2) ரா.குமார், 3/27 நெல்லுக்காரன் வலவு, கரிக்காப்பட்டி. (3) க.கிருஷ்ணராஜ், 7/11–ஏ, கல்லுக்காரன் வலவு, கரிக்காப்பட்டி. [790,190,1125,229]
branch-title: நெல்லுக்காரன் வலவு தெற்கு கிளை [501,225,698,241]
organizer-label: அமைப்பாளர் : [74,618,142,629]
organizer-line [791,1617,1125,1645]
organizer-line [791,740,1125,768]
deputy-label: துணை அமைப்பாளர்கள் : [432,859,559,870]
deputy-line [74,728,409,770]
organizer-label: அமைப்பாளர் : [790,1485,861,1497]
deputy-line [433,175,767,217]
deputy-value: (1) ரா.சிவகிரி, காப்பரத்தாம்பட்டி, தோரமங்கலம். (2) ம.வசந்தகுமார், காப்பரத்தாம்பட்டி, தோரமங்கலம். (3) ப.கோபிநாத், 5/118/2, மலையம்பாளையம், காட்டுவலவு, தோரமங்கலம். [74,1174,409,1213]
part-key: பாகம் – 106 : [790,307,852,319]
part-key: பாகம் – 100 : [74,1380,136,1391]
deputy-label: துணை அமைப்பாளர்கள் : [432,359,566,371]
branch-title: காப்பரத்தாம்பட்டி கிளை [173,1131,310,1146]
branch-title: வரதநஞ்சபிள்ளை நகர் கிளை [160,948,323,964]
organizer-value: ரா.விவினோத்குமார், 5/26, மாதநாயக்கன்பட்டி, அருந்ததியர் குடியிருப்பு, குட்டப்பட்டி, மேச்சேரி, மேட்டூர், சேலம். [1149,503,1484,529]
organizer-line [74,342,409,355]
branch-title: குட்டப்பட்டி தெற்குவாடு கிளை [870,972,1045,987]
organizer-line [433,338,767,352]
deputy-value: (1) சு.ராஜா, 9/59, சென்றெட்டியூர் அருந்ததியர் குடியிருப்பு, குட்டப்பட்டி, மேச்சேரி, மேட்டூர், சேலம். (2) சா.பிரபு, 9/141, சென்றெட்டியூர் அருந்ததியர் குடியிருப்பு, குட்டப்பட்டி, மேச்சேரி, மேட்டூர், சேலம். (3) ரா.செல்வம், 9–155, அருந்ததியர் குடியிருப்பு, குட்டப்பட்டி, மேச்சேரி, மேட்டூர், சேலம். [1149,1342,1484,1409]
branch-title: காளி வலவு கிளை [190,779,293,794]
deputy-line [791,189,1125,230]
organizer-line [433,745,767,759]
part-value: ஆ.மோகன், 4/44/1, புதுத்தெரு, தோரமங்கலம். [154,1380,360,1391]
branch-title: செல்லன் தெரு கிளை [182,1496,301,1511]
deputy-label: துணை அமைப்பாளர்கள் : [74,363,196,375]
organizer-value: மா.ராஜசேகரன், 5/142–2, கவுண்டனூர், குட்டப்பட்டி, மேச்சேரி, மேட்டூர், சேலம். [790,1619,1125,1644]
deputy-value: (1) ஆ.மணிகண்டன், 5–வது வார்டு, மலையம்பாளையம், காட்டுவலவு, தோரமங்கலம். (2) கோ.சுரேஷ், கருணை நகர், தோரமங்கலம். [74,253,409,292]
organizer-line [433,1429,767,1442]
organizer-line [74,616,409,630]
deputy-label: துணை அமைப்பாளர்கள் : [432,951,558,962]
header-rule-left [285,74,675,77]
organizer-line [74,1060,409,1074]
organizer-label: அமைப்பாளர் : [1149,1441,1224,1453]
organizer-value: த.மோகேஷ், 137, ஆண்டிக்காடு, கரிக்காப்பட்டி. [502,1155,712,1167]
organizer-line [1149,231,1484,259]
deputy-label: துணை அமைப்பாளர்கள் : [1149,685,1272,696]
deputy-value: (1) மு.அருண்குமார், 1/80, வண்டிமேடு, குட்டப்பட்டி, மேச்சேரி, மேட்டூர், சேலம். (2) ரா.சிவபெருமான், 10–301, வண்டிமேடு, குட்டப்பட்டி, மேச்சேரி, மேட்டூர், சேலம். [790,551,1125,590]
deputy-line [1149,265,1484,321]
organizer-line [433,640,767,654]
